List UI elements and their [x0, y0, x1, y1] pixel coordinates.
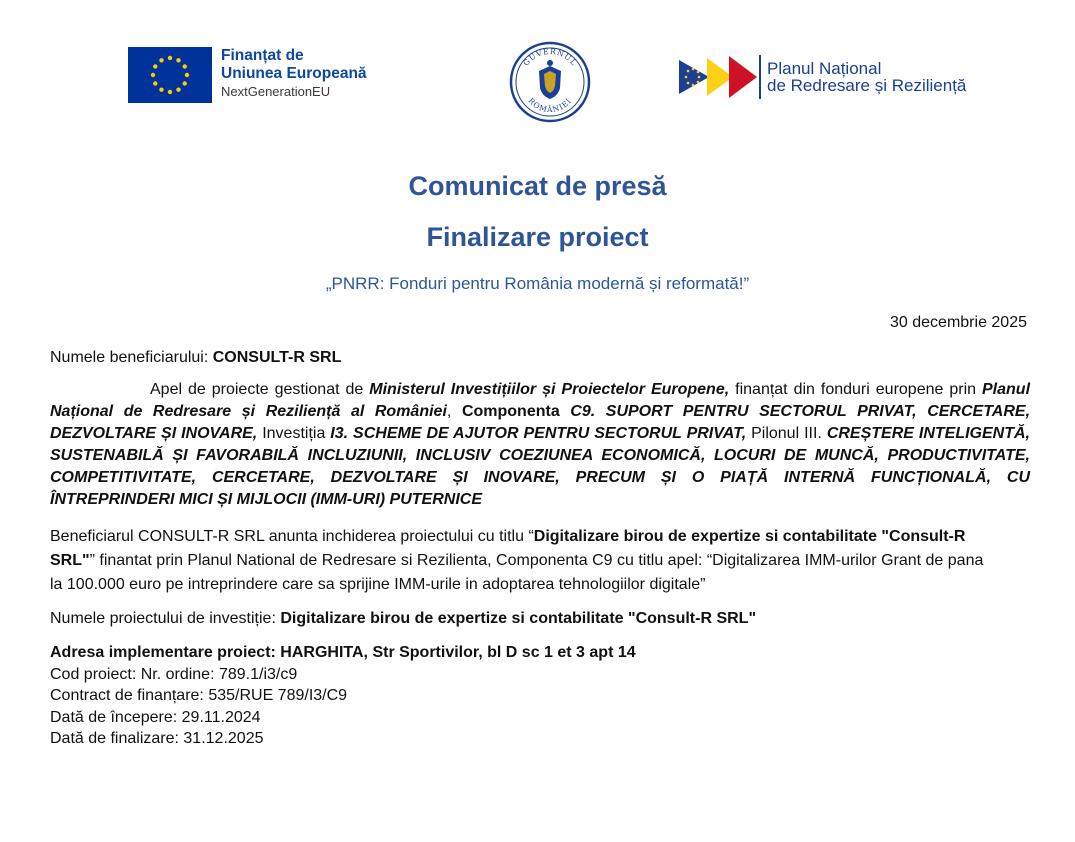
project-details: [50, 642, 1030, 750]
pnrr-logo: [679, 54, 966, 100]
project-name-label: Numele proiectului de investiție:: [50, 610, 281, 627]
document-body: [50, 348, 1030, 750]
eu-star: [185, 73, 189, 77]
start-date: Dată de începere: 29.11.2024: [50, 708, 261, 726]
call-component: C9. SUPORT PENTRU SECTORUL PRIVAT, CERCETARE, DEZVOLTARE ȘI INOVARE,: [50, 403, 1031, 442]
slogan: „PNRR: Fonduri pentru România modernă și reformată!”: [325, 274, 750, 293]
project-name-value: Digitalizare birou de expertize si contabilitate "Consult-R SRL": [280, 610, 757, 627]
eu-funding-logo: [128, 47, 367, 107]
seal-top-text: GUVERNUL: [521, 46, 579, 68]
call-text-c: finanțat din fonduri europene prin: [729, 381, 982, 398]
eu-star: [168, 90, 172, 94]
project-completion-title: Finalizare proiect: [426, 222, 649, 252]
eu-star: [168, 56, 172, 60]
eu-star: [153, 81, 157, 85]
government-seal-icon: [509, 41, 591, 123]
seal-bottom-text: ROMÂNIEI: [526, 96, 574, 115]
announcement-text-c: ” finantat prin Planul National de Redresare si Rezilienta, Componenta C9 cu titlu apel: “Digitalizarea IMM-urilor Grant de pana la 100.000 euro pe intreprindere care sa sprijine IMM-urile in adoptarea tehnologiilor digitale”: [50, 552, 984, 593]
project-name-line: [50, 609, 1030, 629]
call-pillar-label: Pilonul III.: [746, 425, 827, 442]
project-code: Cod proiect: Nr. ordine: 789.1/i3/c9: [50, 665, 298, 683]
pnrr-divider: [759, 55, 761, 99]
pnrr-arrow-icon: [679, 54, 757, 100]
call-plan-name: Planul Național de Redresare și Reziliență al României: [50, 381, 1031, 420]
call-component-label: Componenta: [461, 403, 571, 420]
eu-line-1: Finanțat de: [221, 47, 304, 64]
call-pillar: CREȘTERE INTELIGENTĂ, SUSTENABILĂ ȘI FAVORABILĂ INCLUZIUNII, INCLUSIV COEZIUNEA ECONOMICĂ, LOCURI DE MUNCĂ, PRODUCTIVITATE, COMPETITIVITATE, CERCETARE, DEZVOLTARE ȘI INOVARE, PRECUM ȘI O PIAȚĂ INTERNĂ FUNCȚIONALĂ, CU ÎNTREPRINDERI MICI ȘI MIJLOCII (IMM-URI) PUTERNICE: [50, 425, 1030, 508]
end-date: Dată de finalizare: 31.12.2025: [50, 730, 264, 747]
call-text-e: ,: [446, 403, 462, 420]
eu-star: [176, 88, 180, 92]
announcement-text-a: Beneficiarul CONSULT-R SRL anunta inchiderea proiectului cu titlu “: [50, 528, 534, 545]
eu-star: [183, 81, 187, 85]
eu-star: [151, 73, 155, 77]
call-investment-label: Investiția: [257, 425, 331, 442]
press-release-title: Comunicat de presă: [408, 171, 667, 201]
beneficiary-name: CONSULT-R SRL: [212, 349, 342, 366]
announcement-paragraph: [50, 525, 990, 597]
call-ministry: Ministerul Investițiilor și Proiectelor Europene,: [369, 381, 730, 398]
eu-line-3: NextGenerationEU: [221, 84, 331, 99]
eu-star: [159, 58, 163, 62]
call-text-a: Apel de proiecte gestionat de: [150, 381, 370, 398]
implementation-address: Adresa implementare proiect: HARGHITA, Str Sportivilor, bl D sc 1 et 3 apt 14: [50, 644, 636, 661]
eu-line-2: Uniunea Europeană: [221, 65, 367, 82]
pnrr-line-1: Planul Național: [767, 59, 882, 78]
announcement-project-title: Digitalizare birou de expertize si contabilitate "Consult-R SRL": [50, 528, 966, 569]
release-date: 30 decembrie 2025: [890, 314, 1027, 331]
eu-star: [183, 64, 187, 68]
eu-star: [176, 58, 180, 62]
beneficiary-line: [50, 348, 1030, 368]
eu-star: [159, 88, 163, 92]
financing-contract: Contract de finanțare: 535/RUE 789/I3/C9: [50, 687, 348, 704]
call-paragraph: [50, 379, 1030, 511]
eu-star: [153, 64, 157, 68]
beneficiary-label: Numele beneficiarului:: [50, 349, 213, 366]
call-investment: I3. SCHEME DE AJUTOR PENTRU SECTORUL PRIVAT,: [330, 425, 747, 442]
eu-flag-icon: [128, 47, 212, 103]
pnrr-line-2: de Redresare și Reziliență: [767, 76, 967, 95]
